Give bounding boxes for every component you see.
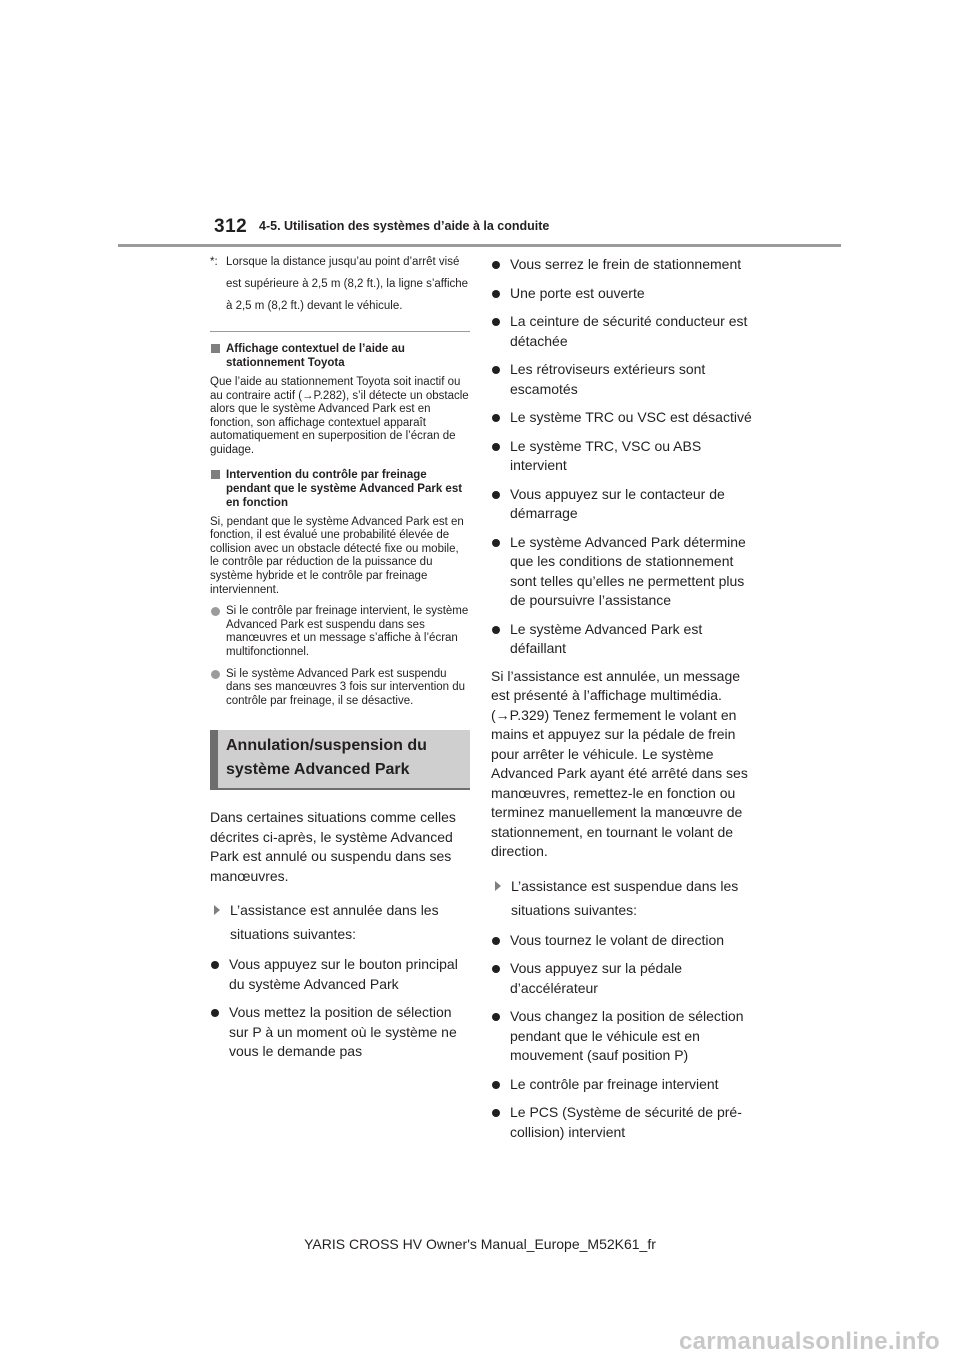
list-item-text: Vous tournez le volant de direction xyxy=(510,931,725,948)
footnote xyxy=(210,251,470,317)
right-column xyxy=(491,251,753,1142)
bullet-dot-icon xyxy=(492,366,500,374)
bullet-dot-icon xyxy=(211,1009,219,1017)
list-item-text: Si le contrôle par freinage intervient, le système Advanced Park est suspendu dans ses manœuvres et un message s’affiche à l’écran multifonctionnel. xyxy=(226,605,469,658)
list-item-text: La ceinture de sécurité conducteur est détachée xyxy=(510,313,748,349)
circle-bullet-icon xyxy=(211,607,220,616)
subheading-text: Affichage contextuel de l’aide au stationnement Toyota xyxy=(226,343,405,369)
section-title: 4-5. Utilisation des systèmes d’aide à la conduite xyxy=(259,219,550,233)
bullet-dot-icon xyxy=(492,414,500,422)
bullet-dot-icon xyxy=(492,290,500,298)
list-item xyxy=(491,312,753,351)
footnote-divider xyxy=(210,331,470,332)
left-column xyxy=(210,251,470,1062)
list-item-text: Vous appuyez sur le contacteur de démarrage xyxy=(510,485,725,521)
footnote-mark: *: xyxy=(210,256,218,268)
bullet-dot-icon xyxy=(492,491,500,499)
list-item xyxy=(491,360,753,399)
bullet-dot-icon xyxy=(492,937,500,945)
list-item xyxy=(491,284,753,304)
list-item xyxy=(491,959,753,998)
page-number: 312 xyxy=(214,216,248,237)
brake-control-text: Si, pendant que le système Advanced Park est en fonction, il est évalué une probabilité élevée de collision avec un obstacle détecté fixe ou mobile, le contrôle par réduction de la puissance du système hybride et le contrôle par freinage interviennent. xyxy=(210,515,464,596)
list-item xyxy=(491,931,753,951)
bullet-dot-icon xyxy=(492,1109,500,1117)
bullet-dot-icon xyxy=(492,443,500,451)
footnote-text: Lorsque la distance jusqu’au point d’arrêt visé est supérieure à 2,5 m (8,2 ft.), la ligne s’affiche à 2,5 m (8,2 ft.) devant le véhicule. xyxy=(226,256,469,312)
list-item xyxy=(210,955,470,994)
bullet-dot-icon xyxy=(492,261,500,269)
bullet-dot-icon xyxy=(211,961,219,969)
list-item-text: Vous changez la position de sélection pendant que le véhicule est en mouvement (sauf position P) xyxy=(510,1008,744,1063)
bullet-dot-icon xyxy=(492,539,500,547)
bullet-dot-icon xyxy=(492,1013,500,1021)
triangle-arrow-icon xyxy=(214,905,220,915)
list-item-text: Le contrôle par freinage intervient xyxy=(510,1075,719,1092)
list-item xyxy=(491,1075,753,1095)
list-item xyxy=(491,255,753,275)
list-item xyxy=(491,485,753,524)
suspend-lead-text: L’assistance est suspendue dans les situations suivantes: xyxy=(511,877,739,918)
list-item-text: Vous appuyez sur le bouton principal du système Advanced Park xyxy=(229,956,458,992)
list-item xyxy=(210,605,470,659)
list-item-text: Vous serrez le frein de stationnement xyxy=(510,256,742,272)
list-item xyxy=(491,437,753,476)
list-item-text: Une porte est ouverte xyxy=(510,284,645,301)
list-item xyxy=(210,1003,470,1062)
square-bullet-icon xyxy=(211,470,220,479)
triangle-arrow-icon xyxy=(495,881,501,891)
bullet-dot-icon xyxy=(492,1081,500,1089)
list-item-text: Si le système Advanced Park est suspendu dans ses manœuvres 3 fois sur intervention du contrôle par freinage, il se désactive. xyxy=(226,667,466,707)
list-item-text: Vous mettez la position de sélection sur P à un moment où le système ne vous le demande pas xyxy=(229,1004,457,1060)
list-item xyxy=(491,1103,753,1142)
list-item-text: Le système Advanced Park est défaillant xyxy=(510,620,703,656)
intro-paragraph: Dans certaines situations comme celles décrites ci-après, le système Advanced Park est annulé ou suspendu dans ses manœuvres. xyxy=(210,809,456,884)
list-item-text: Le système TRC ou VSC est désactivé xyxy=(510,409,752,425)
list-item-text: Le système Advanced Park détermine que les conditions de stationnement sont telles qu’elles ne permettent plus de poursuivre l’assistance xyxy=(510,533,746,608)
subheading-text: Intervention du contrôle par freinage pendant que le système Advanced Park est en fonction xyxy=(226,468,463,509)
cancel-lead-text: L’assistance est annulée dans les situations suivantes: xyxy=(230,902,439,943)
suspend-lead xyxy=(491,874,753,922)
header-rule xyxy=(118,244,841,247)
bullet-dot-icon xyxy=(492,318,500,326)
square-bullet-icon xyxy=(211,344,220,353)
list-item-text: Vous appuyez sur la pédale d’accélérateur xyxy=(510,960,683,996)
section-heading-box: Annulation/suspension du système Advanced Park xyxy=(210,730,470,790)
bullet-dot-icon xyxy=(492,626,500,634)
watermark: carmanualsonline.info xyxy=(678,1328,940,1355)
list-item xyxy=(491,408,753,428)
subheading-brake-control xyxy=(210,468,470,510)
list-item xyxy=(491,533,753,611)
bullet-dot-icon xyxy=(492,965,500,973)
cancel-lead xyxy=(210,898,470,946)
contextual-display-text: Que l’aide au stationnement Toyota soit inactif ou au contraire actif (→P.282), s’il détecte un obstacle alors que le système Advanced Park est en fonction, son affichage contextuel apparaît automatiquement en superposition de l’écran de guidage. xyxy=(210,376,469,456)
list-item xyxy=(491,1007,753,1066)
cancel-note: Si l’assistance est annulée, un message est présenté à l’affichage multimédia. (→P.329) Tenez fermement le volant en mains et appuyez sur la pédale de frein pour arrêter le véhicule. Le système Advanced Park ayant été arrêté dans ses manœuvres, remettez-le en fonction ou terminez manuellement la manœuvre de stationnement, en tournant le volant de direction. xyxy=(491,667,748,859)
list-item xyxy=(491,620,753,659)
list-item-text: Les rétroviseurs extérieurs sont escamotés xyxy=(510,361,706,397)
footer-manual-id: YARIS CROSS HV Owner's Manual_Europe_M52K61_fr xyxy=(304,1236,656,1252)
list-item-text: Le système TRC, VSC ou ABS intervient xyxy=(510,437,702,473)
list-item-text: Le PCS (Système de sécurité de pré-collision) intervient xyxy=(510,1104,742,1140)
list-item xyxy=(210,668,470,709)
subheading-contextual-display xyxy=(210,342,470,370)
circle-bullet-icon xyxy=(211,670,220,679)
